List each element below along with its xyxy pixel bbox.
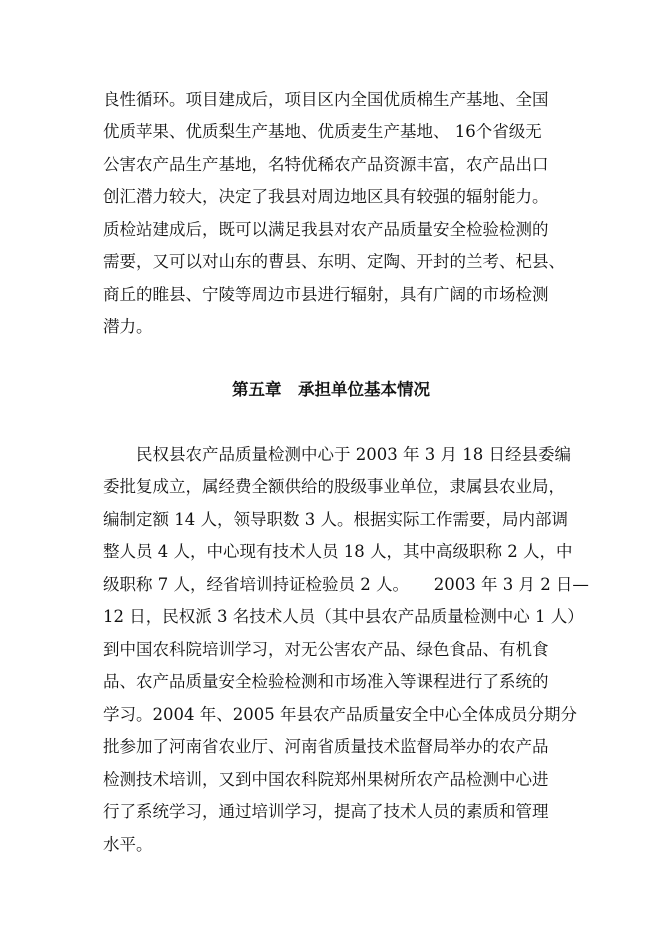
paragraph-2-line: 12 日，民权派 3 名技术人员（其中县农产品质量检测中心 1 人） (103, 607, 584, 626)
paragraph-2-line: 行了系统学习，通过培训学习，提高了技术人员的素质和管理 (103, 802, 549, 821)
paragraph-1-line: 质检站建成后，既可以满足我县对农产品质量安全检验检测的 (103, 220, 549, 239)
chapter-heading: 第五章 承担单位基本情况 (232, 380, 430, 399)
paragraph-1-line: 公害农产品生产基地，名特优稀农产品资源丰富，农产品出口 (103, 155, 549, 174)
paragraph-2-line: 民权县农产品质量检测中心于 2003 年 3 月 18 日经县委编 (103, 445, 571, 464)
paragraph-2-line: 编制定额 14 人，领导职数 3 人。根据实际工作需要，局内部调 (103, 510, 568, 529)
paragraph-2-line: 委批复成立，属经费全额供给的股级事业单位，隶属县农业局， (103, 477, 565, 496)
paragraph-2-line: 级职称 7 人，经省培训持证检验员 2 人。 2003 年 3 月 2 日— (103, 575, 589, 594)
paragraph-1-line: 需要，又可以对山东的曹县、东明、定陶、开封的兰考、杞县、 (103, 252, 565, 271)
paragraph-2-line: 学习。2004 年、2005 年县农产品质量安全中心全体成员分期分 (103, 705, 577, 724)
paragraph-2-line: 到中国农科院培训学习，对无公害农产品、绿色食品、有机食 (103, 640, 549, 659)
paragraph-2-line: 整人员 4 人，中心现有技术人员 18 人，其中高级职称 2 人，中 (103, 542, 573, 561)
paragraph-2-line: 检测技术培训，又到中国农科院郑州果树所农产品检测中心进 (103, 770, 549, 789)
paragraph-1-line: 潜力。 (103, 317, 153, 336)
paragraph-2-line: 品、农产品质量安全检验检测和市场准入等课程进行了系统的 (103, 672, 549, 691)
paragraph-1-line: 良性循环。项目建成后，项目区内全国优质棉生产基地、全国 (103, 90, 549, 109)
paragraph-2-line: 批参加了河南省农业厅、河南省质量技术监督局举办的农产品 (103, 737, 549, 756)
paragraph-1-line: 优质苹果、优质梨生产基地、优质麦生产基地、 16个省级无 (103, 122, 542, 141)
paragraph-2-line: 水平。 (103, 835, 153, 854)
paragraph-1-line: 创汇潜力较大，决定了我县对周边地区具有较强的辐射能力。 (103, 187, 549, 206)
paragraph-1-line: 商丘的睢县、宁陵等周边市县进行辐射，具有广阔的市场检测 (103, 285, 549, 304)
